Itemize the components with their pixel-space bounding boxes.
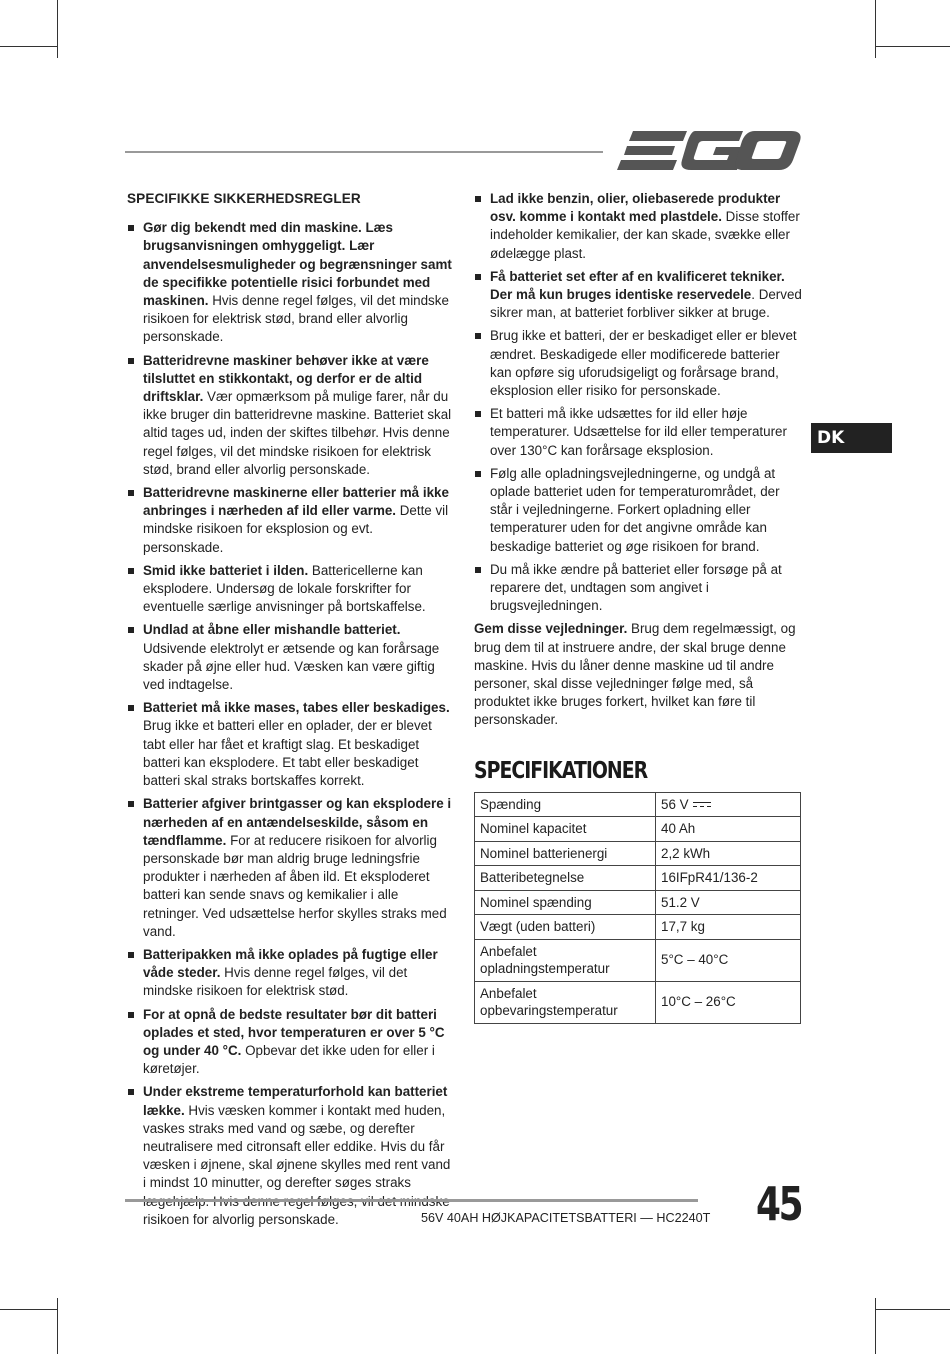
rule-bold: Under ekstreme temperaturforhold kan batteriet lække. <box>143 1084 448 1118</box>
safety-rules-list <box>474 190 802 615</box>
rule-text: Hvis væsken kommer i kontakt med huden, vaskes straks med vand og sæbe, og derefter neutralisere med citronsaft eller eddike. Hvis du får væsken i øjnene, skal øjnene skylles med rent vand i mindst 10 minutter, og derefter søges straks risikoen for alvorlig personskade. <box>143 1102 451 1227</box>
crop-mark <box>57 1298 58 1354</box>
safety-rules-list <box>127 219 455 1229</box>
list-item <box>474 561 802 616</box>
table-row <box>475 817 801 842</box>
list-item <box>127 621 455 694</box>
crop-mark <box>0 46 58 47</box>
spec-value: 40 Ah <box>656 817 801 842</box>
footer-text: 56V 40AH HØJKAPACITETSBATTERI — HC2240T <box>421 1211 711 1225</box>
page-number: 45 <box>756 1177 802 1231</box>
crop-mark <box>875 0 876 58</box>
rule-text: Hvis denne regel følges, vil det mindske risikoen for elektrisk stød. <box>143 965 408 999</box>
list-item <box>474 190 802 263</box>
spec-value: 16IFpR41/136-2 <box>656 866 801 891</box>
rule-bold: Få batteriet set efter af en kvalificeret tekniker. Der må kun bruges identiske reservedele <box>490 268 785 303</box>
specifications-table <box>474 792 801 1024</box>
rule-bold: Batteridrevne maskinerne eller batterier må ikke anbringes i nærheden af ild eller varme. <box>143 485 449 519</box>
rule-bold: For at opnå de bedste resultater bør dit batteri oplades et sted, hvor temperaturen er over 5 °C og under 40 °C. <box>143 1006 445 1058</box>
spec-value: 10°C – 26°C <box>656 981 801 1023</box>
list-item <box>127 219 455 346</box>
closing-bold: Gem disse vejledninger. <box>474 621 628 637</box>
rule-text: Et batteri må ikke udsættes for ild eller høje temperaturer. Udsættelse for ild eller temperaturer over 130°C kan forårsage eksplosion. <box>490 406 787 458</box>
safety-rules-column-continued <box>474 190 802 1024</box>
specifications-heading: SPECIFIKATIONER <box>474 757 648 784</box>
spec-key: Spænding <box>475 792 656 817</box>
rule-bold: Lad ikke benzin, olier, oliebaserede produkter osv. komme i kontakt med plastdele. <box>490 191 781 225</box>
section-title: SPECIFIKKE SIKKERHEDSREGLER <box>127 191 361 206</box>
rule-text: Du må ikke ændre på batteriet eller forsøge på at reparere det, undtagen som angivet i brugsvejledningen. <box>490 561 782 614</box>
spec-value: 17,7 kg <box>656 915 801 940</box>
table-row <box>475 841 801 866</box>
rule-text: Vær opmærksom på mulige farer, når du ikke bruger din batteridrevne maskine. Batteriet skal altid tages ud, inden der skiftes tilbehør. Hvis denne regel følges, vil det mindske risikoen for elektrisk stød, brand eller alvorlig personskade. <box>143 389 452 477</box>
list-item <box>127 352 455 479</box>
spec-key: Nominel spænding <box>475 890 656 915</box>
spec-key: Batteribetegnelse <box>475 866 656 891</box>
spec-key: Vægt (uden batteri) <box>475 915 656 940</box>
list-item <box>474 268 802 323</box>
spec-value: 2,2 kWh <box>656 841 801 866</box>
rule-bold: Batteridrevne maskiner behøver ikke at være tilsluttet en stikkontakt, og derfor er de altid driftsklar. <box>143 352 429 405</box>
spec-key: Anbefalet opladningstemperatur <box>475 939 656 981</box>
rule-text: Disse stoffer indeholder kemikalier, der kan skade, svække eller ødelægge plast. <box>490 209 800 261</box>
spec-key: Nominel kapacitet <box>475 817 656 842</box>
list-item <box>127 946 455 1001</box>
rule-text: Dette vil mindske risikoen for eksplosion og evt. personskade. <box>143 503 449 555</box>
rule-text: Opbevar det ikke uden for eller i køretøjer. <box>143 1042 435 1077</box>
list-item <box>127 699 455 790</box>
crop-mark <box>0 1309 58 1310</box>
table-row <box>475 866 801 891</box>
spec-value-text: 56 V <box>661 796 689 812</box>
spec-key: Anbefalet opbevaringstemperatur <box>475 981 656 1023</box>
table-row <box>475 981 801 1023</box>
rule-bold: Undlad at åbne eller mishandle batteriet. <box>143 622 401 638</box>
ego-logo <box>615 129 801 173</box>
language-tab: DK <box>811 423 892 453</box>
dc-current-icon <box>693 802 711 809</box>
rule-bold: Smid ikke batteriet i ilden. <box>143 562 309 578</box>
crop-mark <box>875 46 950 47</box>
rule-text: Brug ikke et batteri eller en oplader, der er blevet tabt eller har fået et kraftigt slag. Et beskadiget batteri kan eksplodere. Et tabt eller beskadiget batteri skal straks bortskaffes korrekt. <box>143 718 432 789</box>
table-row <box>475 890 801 915</box>
spec-value <box>656 792 801 817</box>
rule-text: Battericellerne kan eksplodere. Undersøg de lokale forskrifter for eventuelle særlige anvisninger på bortskaffelse. <box>143 562 426 615</box>
safety-rules-column <box>127 190 455 1234</box>
crop-mark <box>875 1309 950 1310</box>
table-row <box>475 915 801 940</box>
rule-text: . Derved sikrer man, at batteriet forbliver sikker at bruge. <box>490 287 802 321</box>
header-rule <box>125 151 603 153</box>
spec-value: 5°C – 40°C <box>656 939 801 981</box>
crop-mark <box>875 1298 876 1354</box>
crop-mark <box>57 0 58 58</box>
list-item <box>127 1083 455 1229</box>
list-item <box>127 484 455 557</box>
closing-paragraph <box>474 620 802 729</box>
list-item <box>474 327 802 400</box>
list-item <box>474 405 802 460</box>
rule-bold: Batteripakken må ikke oplades på fugtige eller våde steder. <box>143 946 438 981</box>
rule-bold: Gør dig bekendt med din maskine. Læs brugsanvisningen omhyggeligt. Lær anvendelsesmuligheder og begrænsninger samt de specifikke potentielle risici forbundet med maskinen. <box>143 220 452 309</box>
spec-value: 51.2 V <box>656 890 801 915</box>
rule-text: Udsivende elektrolyt er ætsende og kan forårsage skader på øjne eller hud. Væsken kan være giftig ved indtagelse. <box>143 640 440 693</box>
spec-key: Nominel batterienergi <box>475 841 656 866</box>
rule-bold: Batteriet må ikke mases, tabes eller beskadiges. <box>143 700 450 716</box>
table-row <box>475 792 801 817</box>
rule-text: Følg alle opladningsvejledningerne, og undgå at oplade batteriet uden for temperaturområdet, der står i vejledningerne. Forkert opladning eller temperaturer uden for det angivne område kan beskadige batteriet og øge risikoen for brand. <box>490 465 780 554</box>
footer-rule <box>125 1199 698 1202</box>
list-item <box>474 465 802 556</box>
rule-text: Hvis denne regel følges, vil det mindske risikoen for elektrisk stød, brand eller alvorlig personskade. <box>143 293 449 345</box>
rule-bold: Batterier afgiver brintgasser og kan eksplodere i nærheden af en antændelseskilde, såsom en tændflamme. <box>143 796 452 848</box>
list-item <box>127 1006 455 1079</box>
list-item <box>127 795 455 941</box>
rule-text: Brug ikke et batteri, der er beskadiget eller er blevet ændret. Beskadigede eller modificerede batterier kan opføre sig uforudsigeligt og forårsage brand, eksplosion eller risiko for personskade. <box>490 328 797 399</box>
closing-text: Brug dem regelmæssigt, og brug dem til at instruere andre, der skal bruge denne maskine. Hvis du låner denne maskine ud til andre personer, skal disse vejledninger følge med, så produktet ikke bruges forkert, hvilket kan føre til personskader. <box>474 621 796 728</box>
rule-text: For at reducere risikoen for alvorlig personskade bør man aldrig bruge ledningsfrie produkter i nærheden af åben ild. Et eksploderet batteri kan sende snavs og kemikalier i alle retninger. Ved udsættelse herfor skylles straks med vand. <box>143 832 447 939</box>
list-item <box>127 562 455 617</box>
table-row <box>475 939 801 981</box>
